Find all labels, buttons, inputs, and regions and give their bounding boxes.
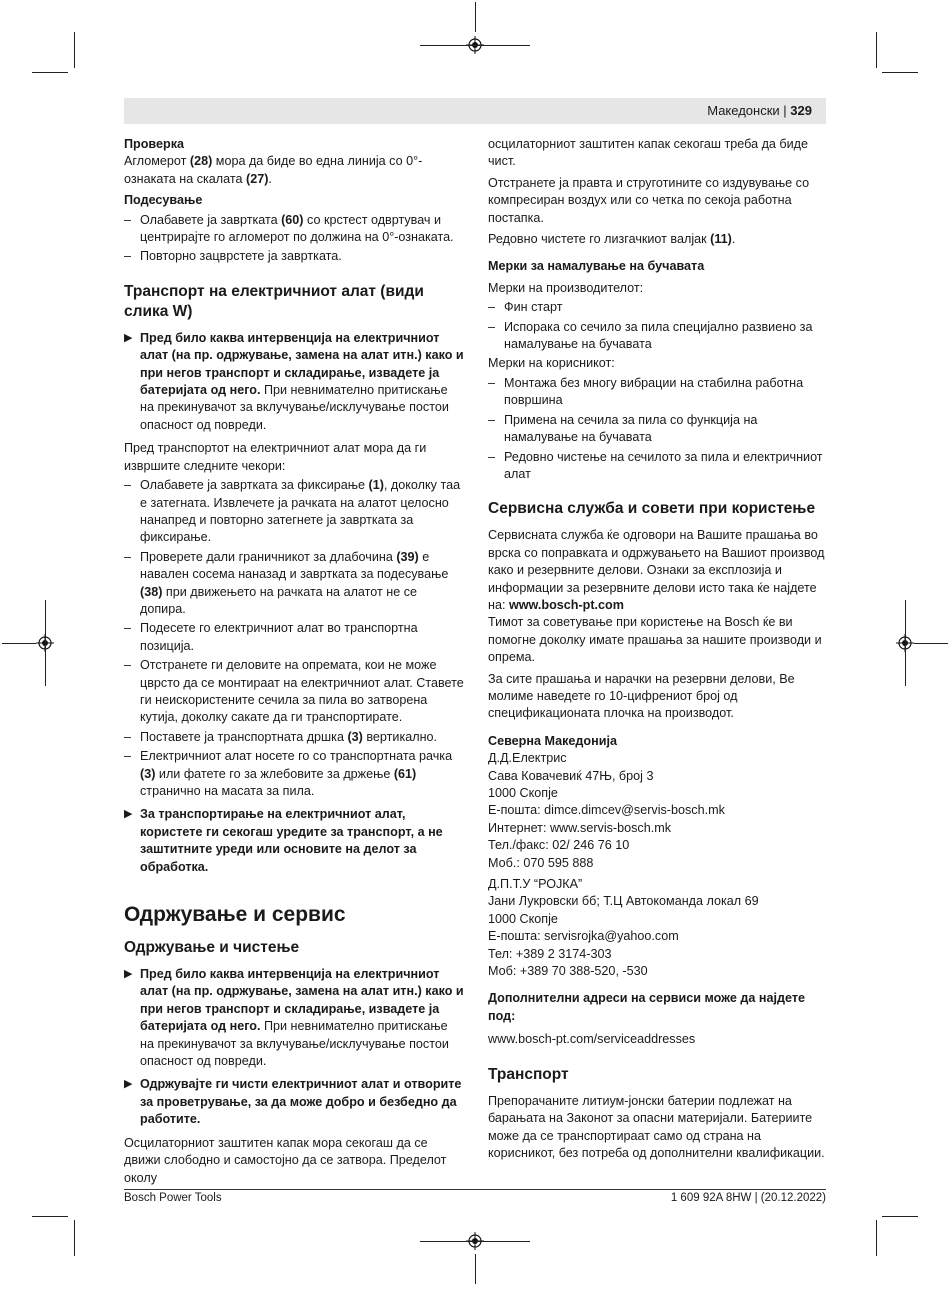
paragraph: Осцилаторниот заштитен капак мора секогаш да се движи слободно и самостојно да се затвора. Пределот околу — [124, 1135, 447, 1185]
header-separator: | — [783, 103, 787, 118]
header-text — [707, 103, 812, 118]
paragraph: Сервисната служба ќе одговори на Вашите прашања во врска со поправката и одржувањето на Вашиот производ како и резервните делови. Ознаки за експлозија и информации за резервните делови исто така ќе најдете на: www.bosch-pt.com — [488, 528, 825, 612]
paragraph: Тимот за советување при користење на Bosch ќе ви помогне доколку имате прашања за нашите производи и опрема. — [488, 615, 822, 665]
heading-maintenance-cleaning: Одржување и чистење — [124, 939, 300, 957]
crop-mark — [882, 72, 918, 73]
warning-item: ▶ Пред било каква интервенција на електричниот алат (на пр. одржување, замена на алат итн.) како и при негов транспорт и складирање, извадете ја батеријата од него. При невнимателно притискање на прекинувачот за вклучување/исклучување постои опасност од повреди. — [124, 967, 464, 1069]
paragraph: осцилаторниот заштитен капак секогаш треба да биде чист. — [488, 137, 809, 169]
list-item: – Проверете дали граничникот за длабочина (39) е навален сосема наназад и завртката за подесување (38) при движењето на рачката на алатот не се допира. — [124, 549, 464, 619]
crop-mark — [2, 643, 36, 644]
crop-mark — [876, 32, 877, 68]
heading-noise: Мерки за намалување на бучавата — [488, 259, 705, 274]
crop-mark — [475, 1254, 476, 1284]
address-line: Е-пошта: servisrojka@yahoo.com — [488, 929, 679, 944]
heading-country: Северна Македонија — [488, 733, 617, 748]
list-item: – Редовно чистење на сечилото за пила и електричниот алат — [488, 449, 828, 484]
service-link[interactable]: www.bosch-pt.com — [508, 597, 624, 612]
triangle-bullet-icon: ▶ — [124, 331, 133, 344]
crop-mark — [32, 72, 68, 73]
paragraph: Редовно чистете го лизгачкиот валјак (11). — [488, 232, 736, 247]
address-line: Тел: +389 2 3174-303 — [488, 946, 612, 961]
crop-mark — [420, 1241, 530, 1242]
right-column — [488, 136, 828, 1162]
list-item: – Олабавете ја завртката (60) со крстест одвртувач и центрирајте го агломерот по должина на 0°-ознаката. — [124, 212, 464, 247]
address-line: 1000 Скопје — [488, 786, 558, 800]
footer-divider — [124, 1189, 826, 1190]
heading-transport: Транспорт на електричниот алат (види слика W) — [124, 282, 424, 320]
address-line: Тел./факс: 02/ 246 76 10 — [488, 838, 630, 853]
heading-transport-battery: Транспорт — [488, 1065, 569, 1083]
page-header — [124, 98, 826, 124]
crop-mark — [420, 45, 530, 46]
page-number: 329 — [790, 103, 812, 118]
crop-mark — [32, 1216, 68, 1217]
triangle-bullet-icon: ▶ — [124, 1078, 133, 1091]
list-item: – Отстранете ги деловите на опремата, кои не може цврсто да се монтираат на електричниот алат. Ставете ги неискористените сечила за пила во затворена кутија, доколку сакате да ги транспортирате. — [124, 657, 464, 727]
warning-item: ▶ Пред било каква интервенција на електричниот алат (на пр. одржување, замена на алат итн.) како и при негов транспорт и складирање, извадете ја батеријата од него. При невнимателно притискање на прекинувачот за вклучување/исклучување постои опасност од повреди. — [124, 330, 464, 432]
paragraph: Агломерот (28) мора да биде во една линија со 0°-ознаката на скалата (27). — [124, 154, 423, 186]
list-item: – Фин старт — [488, 299, 828, 316]
footer-brand: Bosch Power Tools — [124, 1192, 222, 1204]
paragraph: Пред транспортот на електричниот алат мора да ги извршите следните чекори: — [124, 441, 427, 473]
paragraph: Препорачаните литиум-јонски батерии подлежат на барањата на Законот за опасни материјали. Батериите може да се транспортираат само од страна на корисникот, без потреба од дополнителни квалификации. — [488, 1093, 825, 1160]
heading-service: Сервисна служба и совети при користење — [488, 500, 816, 518]
heading-proverka: Проверка — [124, 137, 185, 151]
triangle-bullet-icon: ▶ — [124, 968, 133, 981]
address-line: Д.П.Т.У “РОЈКА” — [488, 877, 583, 892]
list-item: – Електричниот алат носете го со транспортната рачка (3) или фатете го за жлебовите за држење (61) странично на масата за пила. — [124, 748, 464, 800]
list-item: – Примена на сечила за пила со функција на намалување на бучавата — [488, 412, 828, 447]
list-item: – Испорака со сечило за пила специјално развиено за намалување на бучавата — [488, 319, 828, 354]
triangle-bullet-icon: ▶ — [124, 808, 133, 821]
crop-mark — [45, 600, 46, 686]
list-item: – Повторно зацврстете ја завртката. — [124, 248, 464, 265]
address-line: 1000 Скопје — [488, 911, 558, 926]
left-column — [124, 136, 464, 1187]
paragraph: Мерки на производителот: — [488, 280, 644, 295]
crop-mark — [882, 1216, 918, 1217]
heading-more-addresses: Дополнителни адреси на сервиси може да најдете под: — [488, 991, 806, 1023]
address-line: Сава Ковачевиќ 47Њ, број 3 — [488, 768, 654, 783]
list-item: – Поставете ја транспортната дршка (3) вертикално. — [124, 729, 464, 746]
paragraph: За сите прашања и нарачки на резервни делови, Ве молиме наведете го 10-цифрениот број од спецификационата плочка на производот. — [488, 671, 795, 721]
heading-podesuvanje: Подесување — [124, 193, 203, 208]
address-line: Д.Д.Електрис — [488, 751, 567, 766]
service-addresses-link[interactable]: www.bosch-pt.com/serviceaddresses — [488, 1032, 696, 1047]
address-line: Јани Лукровски бб; Т.Ц Автокоманда локал 69 — [488, 894, 759, 909]
crop-mark — [905, 600, 906, 686]
list-item: – Монтажа без многу вибрации на стабилна работна површина — [488, 375, 828, 410]
crop-mark — [475, 2, 476, 32]
crop-mark — [876, 1220, 877, 1256]
header-language: Македонски — [707, 103, 780, 118]
address-line: Моб.: 070 595 888 — [488, 855, 594, 870]
footer-docref: 1 609 92A 8HW | (20.12.2022) — [670, 1192, 826, 1204]
warning-item: ▶ За транспортирање на електричниот алат, користете ги секогаш уредите за транспорт, а не заштитните уреди или основите на делот за обработка. — [124, 807, 443, 874]
crop-mark — [74, 32, 75, 68]
address-line: Интернет: www.servis-bosch.mk — [488, 820, 672, 835]
crop-mark — [914, 643, 948, 644]
crop-mark — [74, 1220, 75, 1256]
warning-item: ▶ Одржувајте ги чисти електричниот алат и отворите за проветрување, за да може добро и безбедно да работите. — [124, 1077, 462, 1127]
address-line: Е-пошта: dimce.dimcev@servis-bosch.mk — [488, 803, 725, 818]
list-item: – Олабавете ја завртката за фиксирање (1), доколку таа е затегната. Извлечете ја рачката на алатот целосно нанапред и повторно затегнете ја завртката за фиксирање. — [124, 477, 464, 547]
paragraph: Отстранете ја правта и струготините со издувување со компресиран воздух или со четка по секоја работна постапка. — [488, 175, 810, 225]
list-item: – Подесете го електричниот алат во транспортна позиција. — [124, 620, 464, 655]
address-line: Моб: +389 70 388-520, -530 — [488, 964, 648, 979]
paragraph: Мерки на корисникот: — [488, 356, 615, 371]
heading-maintenance-service: Одржување и сервис — [124, 903, 346, 927]
